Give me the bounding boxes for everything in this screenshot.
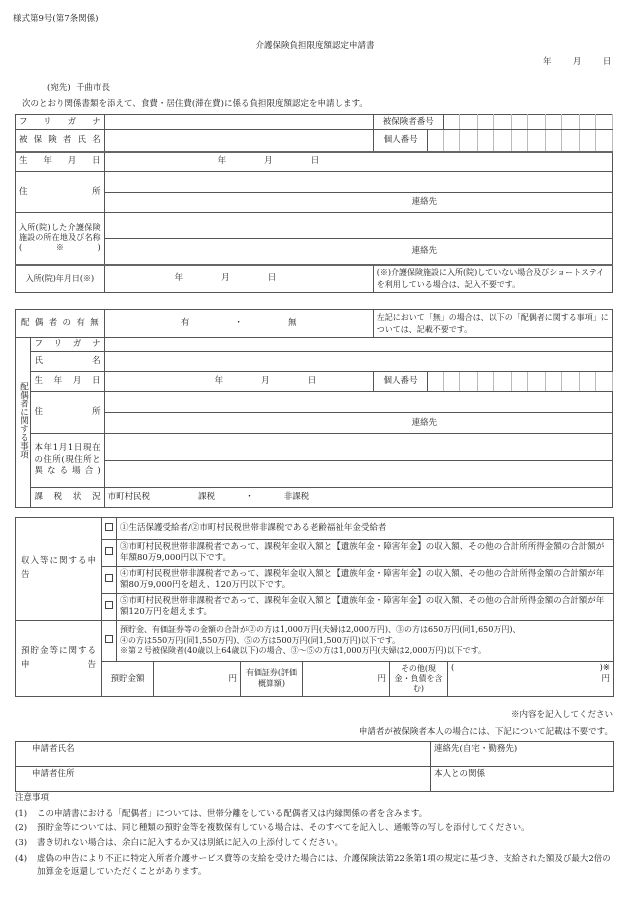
spouse-birth-year-unit: 年 — [214, 376, 224, 387]
spouse-name-field[interactable] — [104, 352, 612, 372]
spouse-personal-number-digit[interactable] — [460, 372, 478, 392]
insured-number-digit[interactable] — [443, 115, 459, 130]
contact-label: 連絡先 — [411, 197, 438, 208]
admission-year-unit: 年 — [174, 273, 184, 284]
form-number: 様式第9号(第7条関係) — [13, 14, 99, 24]
applicant-name-field[interactable] — [16, 742, 431, 767]
savings-statement-line: 預貯金、有価証券等の金額の合計が②の方は1,000万円(夫婦は2,000万円)、③の方は650万円(同1,650万円)、 — [120, 625, 521, 635]
income-option-3-checkbox[interactable] — [102, 567, 117, 594]
spouse-birth-label: 生年月日 — [31, 372, 104, 392]
paren-open: ( — [451, 663, 455, 673]
taxed-option[interactable]: 課税 — [198, 492, 216, 503]
applicant-note: 申請者が被保険者本人の場合には、下記について記載は不要です。 — [358, 727, 613, 737]
applicant-relation-field[interactable] — [431, 767, 614, 792]
insured-number-digit[interactable] — [477, 115, 493, 130]
applicant-address-label: 申請者住所 — [32, 769, 75, 779]
fill-note: ※内容を記入してください — [510, 710, 613, 720]
spouse-section-label: 配偶者に関する事項 — [16, 338, 31, 508]
income-option-2-checkbox[interactable] — [102, 540, 117, 567]
income-option-1-text: ①生活保護受給者/②市町村民税世帯非課税である老齢福祉年金受給者 — [117, 518, 614, 540]
income-label: 収入等に関する申告 — [16, 518, 102, 621]
note-text: この申請書における「配偶者」については、世帯分離をしている配偶者又は内縁関係の者を含みます。 — [37, 808, 428, 819]
note-item — [15, 823, 615, 834]
spouse-personal-number-digit[interactable] — [494, 372, 512, 392]
admission-month-unit: 月 — [221, 273, 230, 284]
spouse-contact-label: 連絡先 — [411, 417, 438, 428]
spouse-yes-option[interactable]: 有 — [180, 318, 190, 329]
jan1-address-field[interactable] — [104, 434, 612, 461]
admission-day-unit: 日 — [267, 273, 277, 284]
addressee-label: (宛先) — [47, 83, 71, 93]
separator-dot: ・ — [234, 318, 243, 329]
applicant-contact-field[interactable] — [431, 742, 614, 767]
personal-number-digit[interactable] — [562, 130, 580, 152]
checkbox-icon[interactable] — [105, 547, 113, 555]
savings-checkbox[interactable] — [102, 621, 117, 662]
applicant-relation-label: 本人との関係 — [434, 769, 486, 779]
savings-statement — [117, 621, 614, 662]
spouse-furigana-label: フリガナ — [31, 338, 104, 352]
applicant-address-field[interactable] — [16, 767, 431, 792]
address-field[interactable] — [104, 172, 612, 193]
jan1-address-label: 本年1月1日現在の住所(現住所と異なる場合) — [31, 434, 104, 488]
separator-dot: ・ — [245, 492, 254, 503]
income-option-1-checkbox[interactable] — [102, 518, 117, 540]
contact-field[interactable] — [104, 193, 612, 213]
intro-text: 次のとおり関係書類を添えて、食費・居住費(滞在費)に係る負担限度額認定を申請します。 — [22, 99, 368, 109]
spouse-table — [15, 309, 613, 508]
spouse-no-option[interactable]: 無 — [287, 318, 297, 329]
insured-number-digit[interactable] — [562, 115, 580, 130]
insured-number-digit[interactable] — [596, 115, 613, 130]
personal-number-digit[interactable] — [428, 130, 443, 152]
address-label: 住所 — [16, 172, 105, 213]
birth-month-unit: 月 — [264, 156, 273, 167]
note-item — [15, 853, 615, 880]
admission-date-field[interactable] — [104, 265, 373, 293]
insured-name-label: 被保険者氏名 — [16, 130, 105, 152]
spouse-personal-number-digit[interactable] — [511, 372, 527, 392]
note-number: (2) — [15, 823, 28, 834]
note-item — [15, 809, 615, 820]
insured-number-digit[interactable] — [511, 115, 527, 130]
securities-label: 有価証券(評価概算額) — [241, 662, 303, 697]
applicant-contact-label: 連絡先(自宅・勤務先) — [434, 744, 518, 754]
spouse-birth-day-unit: 日 — [307, 376, 317, 387]
notes-section — [15, 793, 615, 884]
spouse-birth-field[interactable] — [104, 372, 373, 392]
admission-label: 入所(院)年月日(※) — [16, 265, 105, 293]
spouse-personal-number-digit[interactable] — [528, 372, 546, 392]
spouse-personal-number-digit[interactable] — [545, 372, 561, 392]
spouse-presence-label: 配偶者の有無 — [16, 310, 105, 338]
date-day: 日 — [602, 57, 612, 67]
birth-label: 生年月日 — [16, 152, 105, 172]
spouse-presence-note: 左記において「無」の場合は、以下の「配偶者に関する事項」については、記載不要です。 — [373, 310, 612, 338]
application-date — [543, 57, 611, 68]
addressee — [47, 83, 110, 94]
birth-year-unit: 年 — [217, 156, 227, 167]
facility-field[interactable] — [104, 213, 612, 239]
spouse-personal-number-label: 個人番号 — [373, 372, 428, 392]
yen-unit: 円 — [228, 673, 237, 684]
personal-number-digit[interactable] — [443, 130, 459, 152]
note-item — [15, 838, 615, 849]
deposit-amount-field[interactable] — [154, 662, 241, 697]
facility-label: 入所(院)した介護保険施設の所在地及び名称(※) — [16, 213, 105, 265]
paren-close: )※ — [599, 663, 610, 673]
nontaxed-option[interactable]: 非課税 — [283, 492, 310, 503]
spouse-contact-field[interactable] — [104, 413, 612, 434]
insured-table — [15, 114, 613, 293]
birth-day-unit: 日 — [310, 156, 320, 167]
declaration-table — [15, 517, 614, 697]
checkbox-icon[interactable] — [105, 523, 113, 531]
income-option-3-text: ④市町村民税世帯非課税者であって、課税年金収入額と【遺族年金・障害年金】の収入額、その他の合計所得金額の合計額が年額80万9,000円を超え、120万円以下です。 — [117, 567, 614, 594]
personal-number-label: 個人番号 — [373, 130, 428, 152]
admission-note: (※)介護保険施設に入所(院)していない場合及びショートステイを利用している場合は、記入不要です。 — [373, 265, 612, 293]
note-number: (4) — [15, 853, 28, 864]
applicant-table — [15, 741, 614, 792]
other-assets-label: その他(現金・負債を含む) — [390, 662, 448, 697]
note-text: 虚偽の申告により不正に特定入所者介護サービス費等の支給を受けた場合には、介護保険法第22条第1項の規定に基づき、支給された額及び最大2倍の加算金を返還していただくことがあります。 — [37, 853, 611, 878]
note-number: (3) — [15, 837, 28, 848]
checkbox-icon[interactable] — [105, 601, 113, 609]
spouse-personal-number-digit[interactable] — [562, 372, 580, 392]
spouse-name-label: 氏名 — [31, 352, 104, 372]
personal-number-digit[interactable] — [596, 130, 613, 152]
note-text: 預貯金等については、同じ種類の預貯金等を複数保有している場合は、そのすべてを記入し、通帳等の写しを添付してください。 — [37, 823, 530, 834]
addressee-name: 千曲市長 — [76, 83, 111, 93]
insured-number-digit[interactable] — [528, 115, 546, 130]
insured-number-digit[interactable] — [545, 115, 561, 130]
securities-amount-field[interactable] — [303, 662, 390, 697]
insured-name-field[interactable] — [104, 130, 373, 152]
spouse-address-field[interactable] — [104, 392, 612, 413]
deposit-label: 預貯金額 — [102, 662, 154, 697]
checkbox-icon[interactable] — [105, 574, 113, 582]
insured-number-digit[interactable] — [579, 115, 595, 130]
tax-status-field[interactable] — [104, 488, 612, 508]
yen-unit: 円 — [601, 673, 610, 684]
income-option-2-text: ③市町村民税世帯非課税者であって、課税年金収入額と【遺族年金・障害年金】の収入額、その他の合計所所得金額の合計額が年額80万9,000円以下です。 — [117, 540, 614, 567]
note-number: (1) — [15, 808, 28, 819]
personal-number-digit[interactable] — [511, 130, 527, 152]
personal-number-digit[interactable] — [528, 130, 546, 152]
personal-number-digit[interactable] — [545, 130, 561, 152]
jan1-address-field-2[interactable] — [104, 461, 612, 488]
income-option-4-text: ⑤市町村民税世帯非課税者であって、課税年金収入額と【遺族年金・障害年金】の収入額、その他の合計所得金額の合計額が年額120万円を超えます。 — [117, 594, 614, 621]
personal-number-digit[interactable] — [477, 130, 493, 152]
other-assets-field[interactable] — [448, 662, 614, 697]
furigana-field[interactable] — [104, 115, 373, 130]
tax-status-label: 課税状況 — [31, 488, 104, 508]
checkbox-icon[interactable] — [105, 635, 113, 643]
applicant-name-label: 申請者氏名 — [32, 744, 75, 754]
municipal-tax-label: 市町村民税 — [107, 492, 151, 503]
note-text: 書き切れない場合は、余白に記入するか又は別紙に記入の上添付してください。 — [37, 837, 344, 848]
spouse-personal-number-digit[interactable] — [596, 372, 613, 392]
insured-number-digit[interactable] — [494, 115, 512, 130]
notes-heading: 注意事項 — [15, 793, 50, 803]
spouse-personal-number-digit[interactable] — [428, 372, 443, 392]
income-option-4-checkbox[interactable] — [102, 594, 117, 621]
birth-date-field[interactable] — [104, 152, 612, 172]
savings-label: 預貯金等に関する申告 — [16, 621, 102, 697]
spouse-personal-number-digit[interactable] — [579, 372, 595, 392]
date-year: 年 — [543, 57, 552, 67]
facility-contact-label: 連絡先 — [411, 245, 438, 256]
spouse-address-label: 住所 — [31, 392, 104, 434]
spouse-personal-number-digit[interactable] — [477, 372, 493, 392]
spouse-personal-number-digit[interactable] — [443, 372, 459, 392]
yen-unit: 円 — [377, 673, 386, 684]
spouse-presence-choice[interactable] — [104, 310, 373, 338]
insured-number-label: 被保険者番号 — [373, 115, 443, 130]
personal-number-digit[interactable] — [579, 130, 595, 152]
facility-contact-field[interactable] — [104, 239, 612, 265]
savings-statement-line: ④の方は550万円(同1,550万円)、⑤の方は500万円(同1,500万円)以下です。 — [120, 635, 401, 645]
furigana-label: フリガナ — [16, 115, 105, 130]
insured-number-digit[interactable] — [460, 115, 478, 130]
page-title: 介護保険負担限度額認定申請書 — [255, 41, 375, 51]
personal-number-digit[interactable] — [460, 130, 478, 152]
spouse-furigana-field[interactable] — [104, 338, 612, 352]
personal-number-digit[interactable] — [494, 130, 512, 152]
date-month: 月 — [572, 57, 582, 67]
savings-statement-line: ※第２号被保険者(40歳以上64歳以下)の場合、③～⑤の方は1,000万円(夫婦は2,000万円)以下です。 — [120, 646, 487, 656]
spouse-birth-month-unit: 月 — [261, 376, 270, 387]
